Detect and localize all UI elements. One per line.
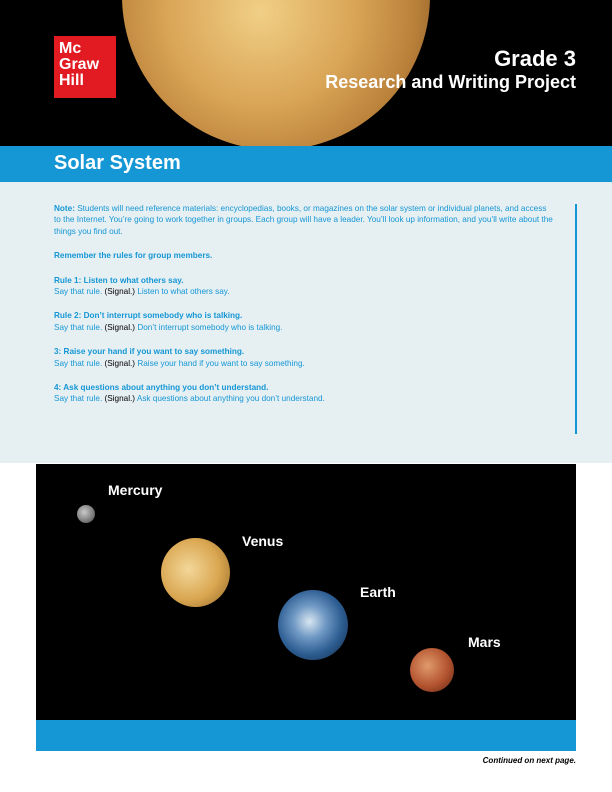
venus-image: [161, 538, 230, 607]
mcgraw-hill-logo: [54, 36, 116, 98]
intro-text: Remember the rules for group members.: [54, 251, 213, 261]
panel-divider: [575, 204, 577, 434]
rule-2-prompt: Say that rule.: [54, 322, 103, 332]
rule-1: [54, 275, 554, 298]
venus-label: Venus: [242, 533, 284, 549]
header-banner: [0, 0, 612, 146]
rule-4: [54, 382, 554, 405]
earth-label: Earth: [360, 584, 396, 600]
section-title-bar: [0, 146, 612, 182]
rule-1-title: Rule 1: Listen to what others say.: [54, 275, 184, 285]
rule-1-prompt: Say that rule.: [54, 287, 103, 297]
logo-line-3: Hill: [59, 72, 84, 89]
rule-4-answer: Ask questions about anything you don’t understand.: [136, 394, 325, 404]
note-text: Students will need reference materials: encyclopedias, books, or magazines on the solar system or individual planets, and access to the Internet. You’re going to work together in groups. Each group will have a leader. You’ll look up information, and you’ll write about the things you find out.: [54, 204, 553, 236]
logo-line-1: Mc: [59, 40, 82, 57]
mercury-label: Mercury: [108, 482, 163, 498]
earth-image: [278, 590, 348, 660]
rule-4-signal: (Signal.): [104, 394, 136, 404]
rule-4-title: 4: Ask questions about anything you don’t understand.: [54, 383, 269, 393]
project-title: Research and Writing Project: [325, 72, 576, 92]
rule-3-prompt: Say that rule.: [54, 358, 103, 368]
rule-2: [54, 310, 554, 333]
rule-2-title: Rule 2: Don’t interrupt somebody who is talking.: [54, 311, 243, 321]
planets-image: [36, 464, 576, 720]
rule-2-answer: Don’t interrupt somebody who is talking.: [137, 322, 283, 332]
rule-2-signal: (Signal.): [104, 322, 136, 332]
rule-3: [54, 346, 554, 369]
continued-note: Continued on next page.: [482, 756, 576, 765]
rule-3-title: 3: Raise your hand if you want to say something.: [54, 347, 245, 357]
rule-1-signal: (Signal.): [104, 287, 136, 297]
instruction-text: [54, 203, 554, 418]
intro-line: [54, 250, 554, 261]
note-paragraph: [54, 203, 554, 237]
bottom-bar: [36, 720, 576, 751]
section-title: Solar System: [54, 152, 181, 174]
mercury-image: [77, 505, 95, 523]
mars-image: [410, 648, 454, 692]
rule-3-signal: (Signal.): [104, 358, 136, 368]
logo-line-2: Graw: [59, 56, 100, 73]
rule-3-answer: Raise your hand if you want to say something.: [137, 358, 305, 368]
rule-1-answer: Listen to what others say.: [137, 287, 230, 297]
grade-label: Grade 3: [494, 46, 576, 71]
rule-4-prompt: Say that rule.: [54, 394, 103, 404]
instruction-panel: [0, 182, 612, 463]
note-label: Note:: [54, 204, 75, 213]
mars-label: Mars: [468, 634, 501, 650]
